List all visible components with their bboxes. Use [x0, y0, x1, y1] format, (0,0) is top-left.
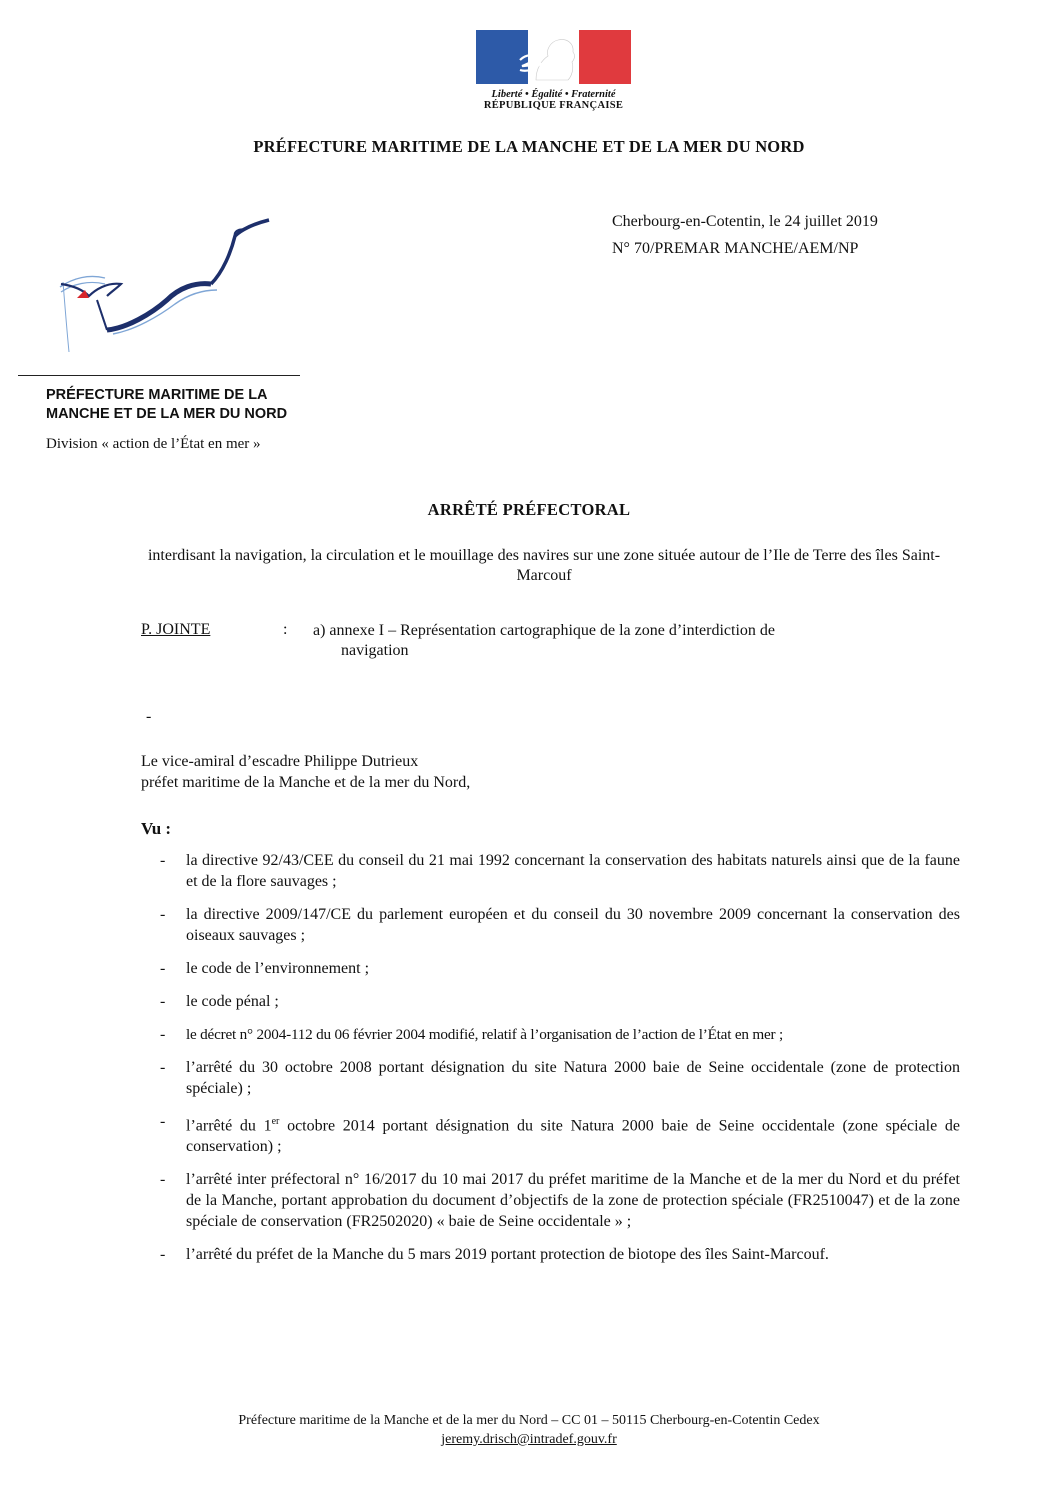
vu-heading: Vu :	[141, 819, 172, 838]
marianne-logo	[476, 30, 636, 111]
list-bullet: -	[160, 993, 166, 1010]
signatory-name: Le vice-amiral d’escadre Philippe Dutrieux	[141, 753, 419, 770]
vu-item-text-end: octobre 2014 portant désignation du site Natura 2000 baie de Seine occidentale (zone spéciale de conservation) ;	[186, 1117, 961, 1156]
logo-divider	[18, 375, 300, 376]
footer-email-row	[0, 1432, 1058, 1448]
signatory-title: préfet maritime de la Manche et de la mer du Nord,	[141, 774, 471, 791]
footer-address: Préfecture maritime de la Manche et de la mer du Nord – CC 01 – 50115 Cherbourg-en-Cotentin Cedex	[238, 1413, 820, 1428]
tricolor-flag	[476, 30, 631, 84]
reference-number: N° 70/PREMAR MANCHE/AEM/NP	[612, 240, 859, 257]
list-bullet: -	[160, 852, 166, 869]
vu-item	[160, 904, 960, 946]
vu-item-text: le décret n° 2004-112 du 06 février 2004 modifié, relatif à l’organisation de l’action de l’État en mer ;	[186, 1026, 784, 1043]
vu-item	[160, 1169, 960, 1232]
list-bullet: -	[160, 1171, 166, 1189]
attachment-description-line: a) annexe I – Représentation cartographique de la zone d’interdiction de	[313, 622, 776, 639]
issuer-name-line-1: PRÉFECTURE MARITIME DE LA	[46, 387, 268, 403]
marianne-profile-icon	[476, 30, 631, 84]
vu-item	[160, 1244, 960, 1265]
list-bullet: -	[160, 1113, 166, 1130]
vu-item-text: le code pénal ;	[186, 993, 279, 1010]
list-bullet: -	[160, 906, 166, 923]
attachment-colon: :	[283, 621, 288, 638]
vu-item	[160, 958, 960, 979]
vu-list	[160, 850, 960, 1277]
place-and-date: Cherbourg-en-Cotentin, le 24 juillet 2019	[612, 213, 878, 230]
document-title: ARRÊTÉ PRÉFECTORAL	[427, 500, 631, 519]
vu-item	[160, 1024, 960, 1045]
vu-item-text: la directive 92/43/CEE du conseil du 21 mai 1992 concernant la conservation des habitats naturels ainsi que de la faune et de la flore sauvages ;	[186, 852, 960, 890]
premar-coastline-logo	[55, 212, 280, 362]
issuer-name-line-2: MANCHE ET DE LA MER DU NORD	[46, 406, 288, 422]
issuer-division: Division « action de l’État en mer »	[46, 436, 261, 452]
separator-dash: -	[146, 708, 152, 725]
vu-item-text: l’arrêté du préfet de la Manche du 5 mars 2019 portant protection de biotope des îles Saint-Marcouf.	[186, 1246, 829, 1264]
list-bullet: -	[160, 1059, 166, 1076]
attachment-label: P. JOINTE	[141, 621, 211, 638]
republic-motto: Liberté • Égalité • Fraternité	[491, 89, 616, 100]
vu-item	[160, 1057, 960, 1099]
republique-francaise-label: RÉPUBLIQUE FRANÇAISE	[483, 100, 624, 111]
vu-item-text-start: l’arrêté du 1	[186, 1117, 272, 1135]
list-bullet: -	[160, 1026, 166, 1043]
superscript-ordinal: er	[271, 1116, 280, 1127]
prefecture-title: PRÉFECTURE MARITIME DE LA MANCHE ET DE LA MER DU NORD	[253, 137, 805, 156]
vu-item	[160, 991, 960, 1012]
vu-item	[160, 1111, 960, 1157]
vu-item-text: l’arrêté du 30 octobre 2008 portant désignation du site Natura 2000 baie de Seine occidentale (zone de protection spéciale) ;	[186, 1059, 960, 1097]
list-bullet: -	[160, 960, 166, 977]
vu-item-text: l’arrêté inter préfectoral n° 16/2017 du 10 mai 2017 du préfet maritime de la Manche et de la mer du Nord et du préfet de la Manche, portant approbation du document d’objectifs de la zone de protection spéciale (FR2510047) et de la zone spéciale de conservation (FR2502020) « baie de Seine occidentale » ;	[186, 1171, 960, 1231]
attachment-description-continuation: navigation	[341, 642, 409, 659]
footer-email-link[interactable]: jeremy.drisch@intradef.gouv.fr	[441, 1432, 617, 1447]
vu-item-text: la directive 2009/147/CE du parlement européen et du conseil du 30 novembre 2009 concernant la conservation des oiseaux sauvages ;	[186, 906, 960, 944]
list-bullet: -	[160, 1246, 166, 1264]
attachment-description	[313, 621, 949, 661]
document-subtitle: interdisant la navigation, la circulation et le mouillage des navires sur une zone située autour de l’Ile de Terre des îles Saint-Marcouf	[147, 547, 941, 584]
vu-item-text: le code de l’environnement ;	[186, 960, 370, 977]
vu-item	[160, 850, 960, 892]
